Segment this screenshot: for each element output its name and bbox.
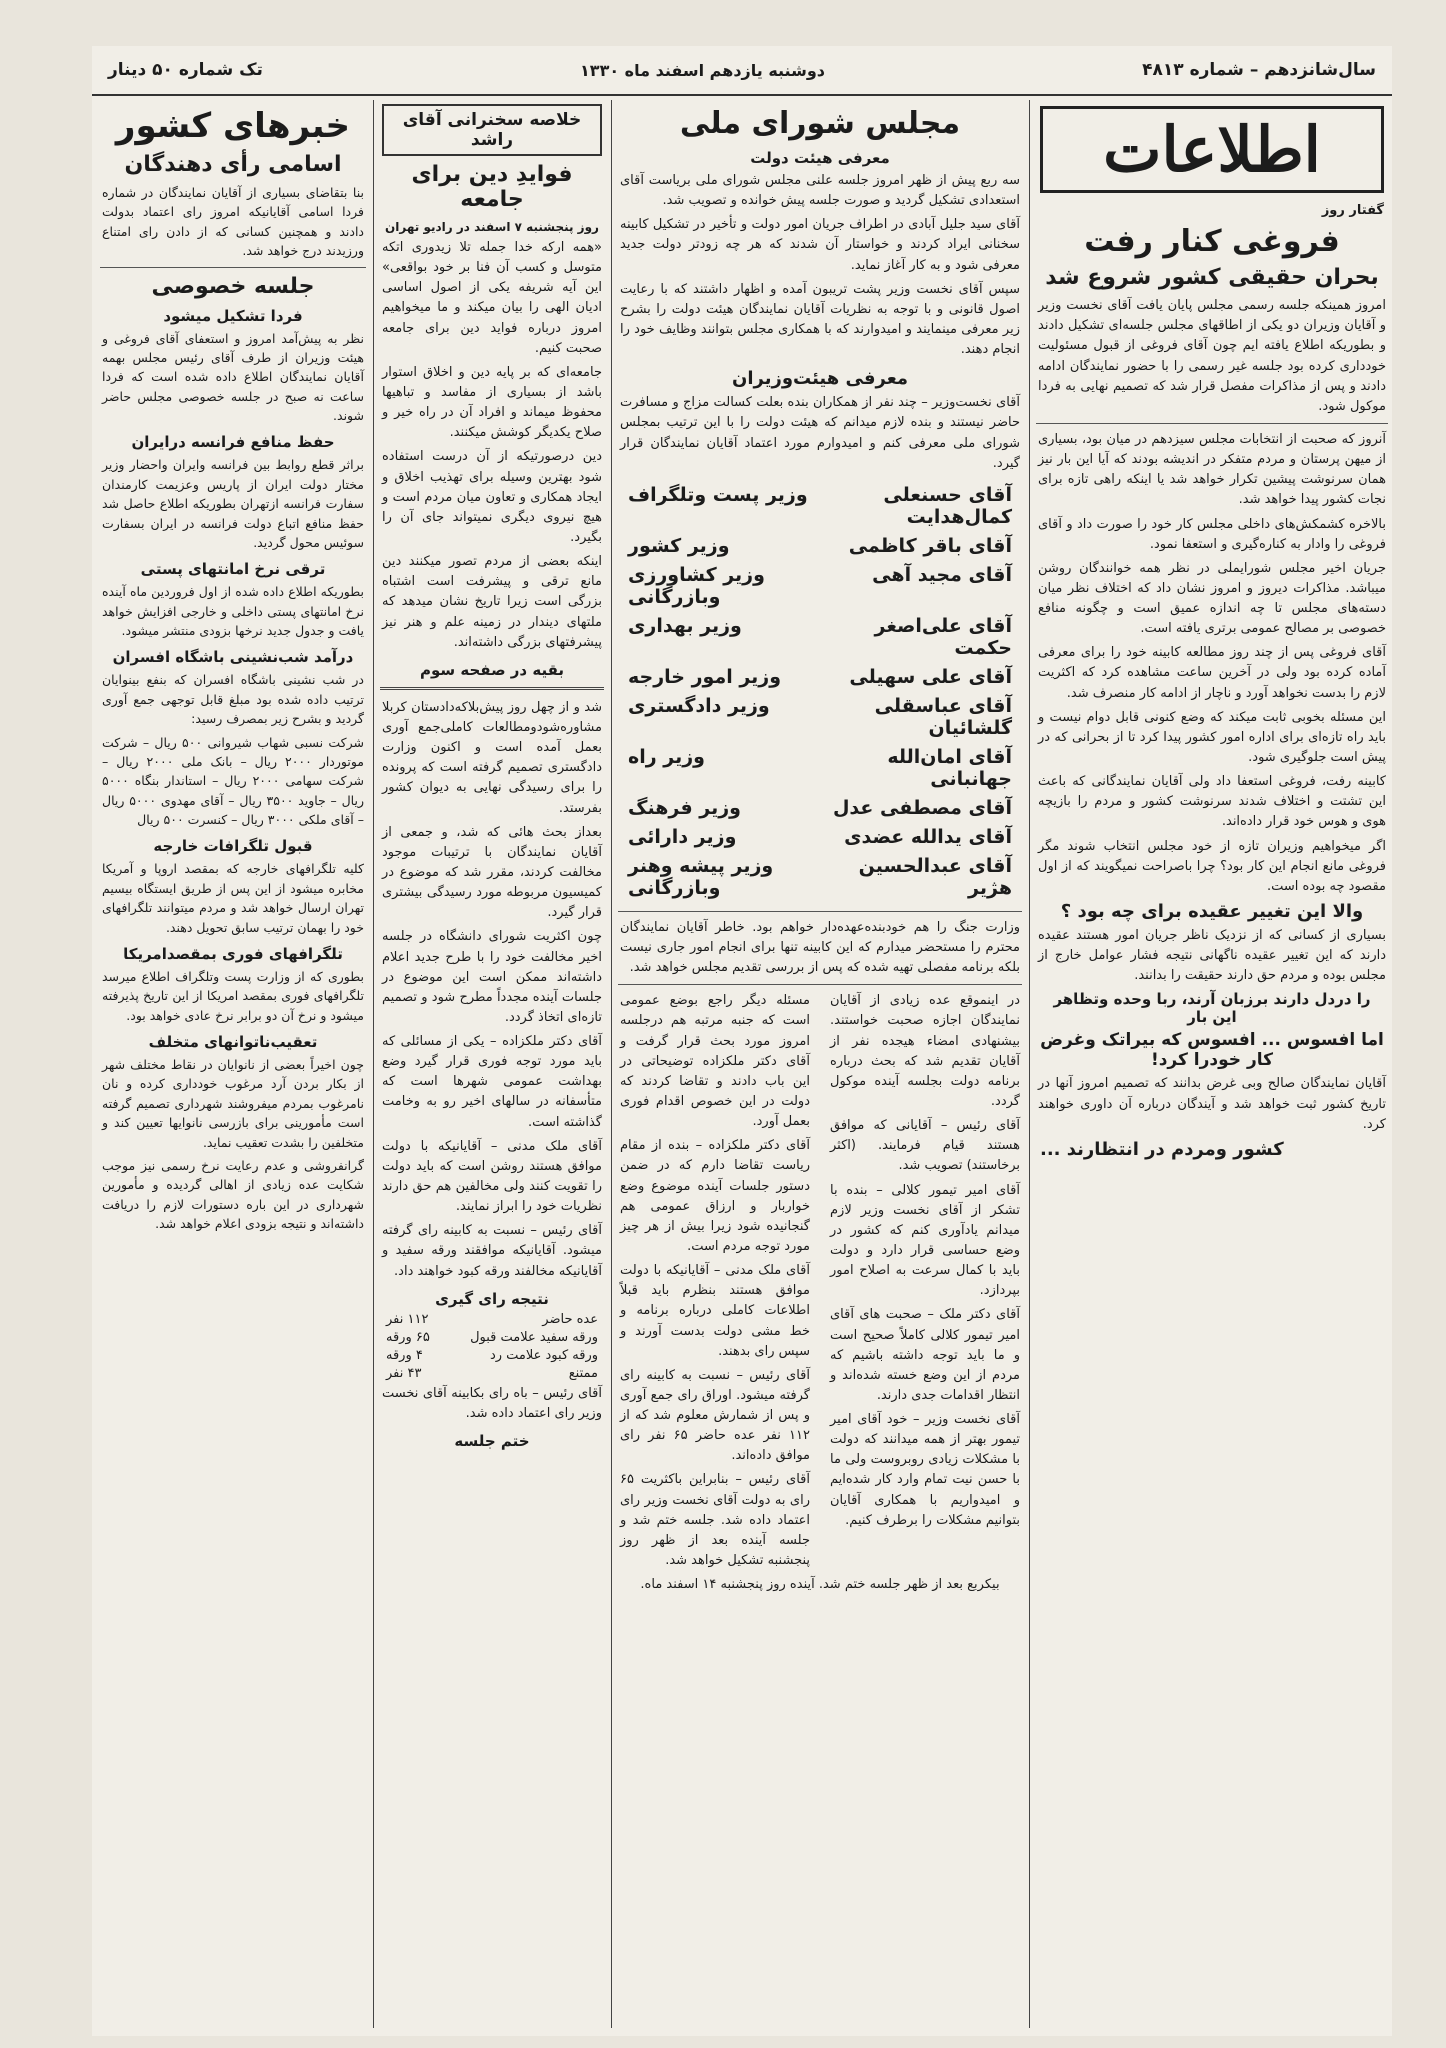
parliament-paragraph: آقای نخست‌وزیر – چند نفر از همکاران بنده بعلت کسالت مزاج و مسافرت حاضر نیستند و بنده لازم میدانم که هیئت دولت را با این ترتیب بمجلس شورای ملی معرفی کنم و امیدوارم مورد اعتماد آقایان نمایندگان قرار گیرد. — [620, 395, 1020, 471]
year-issue: سال‌شانزدهم – شماره ۴۸۱۳ — [1142, 60, 1376, 80]
cabinet-member-role: وزیر کشاورزی وبازرگانی — [628, 563, 765, 608]
parliament-subcolumn — [824, 991, 1026, 1575]
parliament-paragraph: آقای سید جلیل آبادی در اطراف جریان امور دولت و تأخیر در تشکیل کابینه سخنانی ایراد کردند و خواستار آن شدند که هر چه زودتر دولت جدید معرفی شود و به کار آغاز نماید. — [620, 217, 1020, 273]
editorial-paragraph: جریان اخیر مجلس شورایملی در نظر همه خوانندگان روشن میباشد. مذاکرات دیروز و امروز نشان داد که اختلاف نظر میان دسته‌های مجلس تا چه اندازه عمیق است و چگونه منافع خصوصی بر مصالح عمومی برتری یافته است. — [1038, 560, 1386, 637]
divider — [380, 687, 604, 690]
editorial-closing: کشور ومردم در انتظارند ... — [1040, 1138, 1284, 1160]
cabinet-member-name: آقای امان‌الله جهانبانی — [887, 745, 1012, 790]
parliament-paragraph: سه ربع پیش از ظهر امروز جلسه علنی مجلس شورای ملی بریاست آقای استعدادی تشکیل گردید و صورت جلسه پیش خوانده و تصویب شد. — [620, 173, 1020, 209]
speech-headline: خلاصه سخنرانی آقای راشد — [382, 104, 602, 156]
parliament-subcolumn — [614, 991, 816, 1575]
vote-label: ورقه کبود علامت رد — [489, 1347, 598, 1363]
column-rule — [611, 100, 612, 2028]
parliament-paragraph: آقای دکتر ملک – صحبت های آقای امیر تیمور کلالی کاملاً صحیح است و ما باید توجه داشته باشیم که مردم از این وضع خسته شده‌اند و انتظار اقدامات جدی دارند. — [830, 1307, 1020, 1403]
newspaper-logo: اطلاعات — [1040, 106, 1384, 193]
news-paragraph: نظر به پیش‌آمد امروز و استعفای آقای فروغی و هیئت وزیران از طرف آقای رئیس مجلس بهمه آقایان نمایندگان اطلاع داده شده است که فردا ساعت نه صبح در جلسه خصوصی مجلس حاضر شوند. — [102, 330, 364, 423]
vote-value: ۴۳ نفر — [386, 1365, 422, 1381]
parliament-paragraph: در اینموقع عده زیادی از آقایان نمایندگان اجازه صحبت خواستند. بیشنهادی امضاء هیجده نفر از آقایان تقدیم شد که بحث درباره برنامه دولت بجلسه آینده موکول گردد. — [830, 993, 1020, 1109]
divider — [618, 984, 1022, 985]
cabinet-member-name: آقای عباسقلی گلشائیان — [874, 694, 1012, 739]
parliament-subcolumns — [614, 991, 1026, 1575]
column-speech — [376, 100, 608, 2028]
cabinet-member-name: آقای حسنعلی کمال‌هدایت — [883, 483, 1012, 528]
editorial-question: والا این تغییر عقیده برای چه بود ؟ — [1060, 901, 1364, 923]
column-rule — [373, 100, 374, 2028]
speech-paragraph: اینکه بعضی از مردم تصور میکنند دین مانع ترقی و پیشرفت است اشتباه بزرگی است زیرا تاریخ نشان میدهد که ملتهای دیندار در زمینه علم و هنر نیز پیشرفتهای بزرگی داشته‌اند. — [382, 554, 602, 650]
parliament-footer: بیکربع بعد از ظهر جلسه ختم شد. آینده روز پنجشنبه ۱۴ اسفند ماه. — [640, 1577, 1000, 1593]
news-paragraph: در شب نشینی باشگاه افسران که بنفع بینوایان ترتیب داده شده بود مبلغ قابل توجهی جمع آوری گردید و بشرح زیر بمصرف رسید: — [102, 672, 364, 727]
issue-date: دوشنبه یازدهم اسفند ماه ۱۳۳۰ — [580, 60, 825, 80]
editorial-paragraph: آنروز که صحبت از انتخابات مجلس سیزدهم در میان بود، بسیاری از میهن پرستان و مردم متفکر در اندیشه بودند که آیا این بار نیز همان سرنوشت پیشین تکرار خواهد شد یا اینکه راهی تازه برای نجات کشور پیدا خواهد شد. — [1038, 431, 1386, 508]
news-subheading: تعقیب‌ناتوانهای متخلف — [148, 1033, 318, 1051]
editorial-subheadline: بحران حقیقی کشور شروع شد — [1045, 265, 1379, 291]
vote-value: ۴ ورقه — [386, 1347, 423, 1363]
editorial-paragraph: آقای فروغی پس از چند روز مطالعه کابینه خود را برای معرفی آماده کرده بود ولی در آخرین ساعت مشاهده کرد که اکثریت لازم را بدست نخواهد آورد و ناچار از ادامه کار منصرف شد. — [1038, 645, 1386, 701]
editorial-paragraph: امروز همینکه جلسه رسمی مجلس پایان یافت آقای نخست وزیر و آقایان وزیران دو یکی از اطاقهای مجلس جلسه‌ای تشکیل دادند و بطوریکه اطلاع یافته ایم چون آقای فروغی از قبول مسئولیت خودداری کرده بود جلسه غیر رسمی را با حضور نمایندگان ادامه دادند و پس از مذاکرات مفصل قرار شد که تصمیم نهایی به فردا موکول شود. — [1038, 298, 1386, 414]
news-subheading: ترقی نرخ امانتهای پستی — [140, 560, 326, 579]
cabinet-member-name: آقای یدالله عضدی — [844, 825, 1012, 848]
news-subheading: جلسه خصوصی — [151, 273, 315, 299]
vote-value: ۶۵ ورقه — [386, 1329, 430, 1345]
news-paragraph: شرکت نسبی شهاب شیروانی ۵۰۰ ریال – شرکت موتوردار ۲۰۰۰ ریال – بانک ملی ۲۰۰۰ ریال – شرکت سهامی ۲۰۰۰ ریال – استاندار بنگاه ۵۰۰۰ ریال – جاوید ۳۵۰۰ ریال – آقای مهدوی ۵۰۰۰ ریال – آقای ملکی ۳۰۰۰ ریال – کنسرت ۵۰۰ ریال — [102, 734, 365, 827]
vote-title: نتیجه رای گیری — [435, 1289, 549, 1308]
cabinet-list — [614, 478, 1026, 905]
news-subheading: حفظ منافع فرانسه درایران — [131, 433, 335, 452]
editorial-paragraph: آقایان نمایندگان صالح وبی غرض بدانند که تصمیم امروز آنها در تاریخ کشور ثبت خواهد شد و آیندگان درباره آن داوری خواهند کرد. — [1038, 1076, 1386, 1132]
speech-paragraph: چون اکثریت شورای دانشگاه در جلسه اخیر مخالفت خود را با طرح جدید اعلام داشته‌اند ممکن است این موضوع در جلسات آینده مجدداً مطرح شود و تصمیم تازه‌ای اتخاذ گردد. — [382, 929, 602, 1025]
news-subheading: درآمد شب‌نشینی باشگاه افسران — [112, 648, 354, 667]
cabinet-member-name: آقای علی‌اصغر حکمت — [874, 614, 1012, 659]
parliament-headline: مجلس شورای ملی — [679, 106, 961, 141]
divider — [618, 911, 1022, 912]
parliament-paragraph: وزارت جنگ را هم خودبنده‌عهده‌دار خواهم بود. خاطر آقایان نمایندگان محترم را مستحضر میدارم که این کابینه تنها برای انجام امور جاری نیست بلکه برنامه مفصلی تهیه شده که پس از بررسی تقدیم مجلس خواهد شد. — [620, 919, 1020, 976]
continued-note: بقیه در صفحه سوم — [420, 660, 564, 679]
news-paragraph: بطوری که از وزارت پست وتلگراف اطلاع میرسد تلگرافهای فوری بمقصد امریکا از این تاریخ پذیرفته میشود و نرخ آن دو برابر نرخ عادی خواهد بود. — [102, 968, 364, 1023]
parliament-paragraph: آقای رئیس – آقایانی که موافق هستند قیام فرمایند. (اکثر برخاستند) تصویب شد. — [830, 1118, 1020, 1174]
news-subheading: تلگرافهای فوری بمقصدامریکا — [123, 944, 343, 963]
vote-row — [386, 1366, 598, 1381]
news-paragraph: براثر قطع روابط بین فرانسه وایران واحضار وزیر مختار دولت ایران از پاریس وعزیمت کارمندان سفارت فرانسه ازتهران بطوریکه اطلاع حاصل شد حفظ منافع اتباع دولت فرانسه در ایران بسفارت سوئیس محول گردید. — [102, 457, 364, 550]
vote-label: ممتنع — [568, 1365, 598, 1381]
editorial-paragraph: بسیاری از کسانی که از نزدیک ناظر جریان امور هستند عقیده دارند که این تغییر عقیده ناگهانی نتیجه فشار عوامل خارج از مجلس بوده و مردم حق دارند حقیقت را بدانند. — [1038, 928, 1386, 984]
news-subheading: قبول تلگرافات خارجه — [153, 837, 313, 856]
parliament-paragraph: آقای رئیس – بنابراین باکثریت ۶۵ رای به دولت آقای نخست وزیر رای اعتماد داده شد. جلسه ختم شد و جلسه آینده بعد از ظهر روز پنجشنبه تشکیل خواهد شد. — [620, 1472, 810, 1569]
parliament-paragraph: آقای رئیس – نسبت به کابینه رای گرفته میشود. اوراق رای جمع آوری و پس از شمارش معلوم شد که از ۱۱۲ نفر عده حاضر ۶۵ نفر رای موافق داده‌اند. — [620, 1367, 810, 1464]
cabinet-member-name: آقای مصطفی عدل — [832, 796, 1012, 819]
editorial-bold-line: را دردل دارند برزبان آرند، ربا وحده وتظاهر این بار — [1053, 990, 1371, 1027]
cabinet-member-role: وزیر پست وتلگراف — [628, 483, 808, 506]
parliament-paragraph: آقای نخست وزیر – خود آقای امیر تیمور بهتر از همه میدانند که دولت با مشکلات زیادی روبروست ولی ما با حسن نیت تمام وارد کار شده‌ایم و امیدواریم با همکاری آقایان بتوانیم مشکلات را برطرف کنیم. — [830, 1412, 1020, 1528]
speech-paragraph: آقای رئیس – باه رای بکابینه آقای نخست وزیر رای اعتماد داده شد. — [382, 1385, 602, 1421]
editorial-paragraph: بالاخره کشمکش‌های داخلی مجلس کار خود را صورت داد و آقای فروغی را وادار به کناره‌گیری و استعفا نمود. — [1038, 516, 1386, 552]
column-rule — [1029, 100, 1030, 2028]
parliament-subheadline: معرفی هیئت دولت — [750, 149, 890, 167]
editorial-headline: فروغی کنار رفت — [1084, 224, 1340, 260]
vote-label: ورقه سفید علامت قبول — [470, 1329, 598, 1345]
issue-price: تک شماره ۵۰ دینار — [108, 60, 263, 80]
news-headline: خبرهای کشور — [115, 106, 351, 146]
speech-subheadline: فوایدِ دین برای جامعه — [411, 162, 573, 212]
masthead-strip — [92, 46, 1392, 96]
cabinet-member-name: آقای علی سهیلی — [849, 665, 1012, 688]
speech-paragraph: آقای دکتر ملکزاده – یکی از مسائلی که باید مورد توجه فوری قرار گیرد وضع بهداشت عمومی شهرها است که متأسفانه در سالهای اخیر رو به وخامت گذاشته است. — [382, 1034, 602, 1130]
cabinet-subheading: معرفی هیئت‌وزیران — [731, 368, 909, 390]
section-kicker: گفتار روز — [1321, 203, 1384, 219]
cabinet-member-role: وزیر فرهنگ — [628, 796, 741, 819]
news-subheading: فردا تشکیل میشود — [163, 306, 303, 325]
cabinet-member-name: آقای باقر کاظمی — [848, 534, 1012, 557]
column-editorial — [1032, 100, 1392, 2028]
cabinet-member-role: وزیر کشور — [628, 534, 730, 557]
column-parliament — [614, 100, 1026, 2028]
parliament-paragraph: آقای امیر تیمور کلالی – بنده با تشکر از آقای نخست وزیر لازم میدانم یادآوری کنم که کشور در وضع حساسی قرار دارد و دولت باید با کمال سرعت به اصلاح امور بپردازد. — [830, 1182, 1020, 1299]
speech-paragraph: شد و از چهل روز پیش‌بلاکه‌دادستان کربلا مشاوره‌شودو‌مطالعات کاملی‌جمع آوری بعمل آمده است و اکنون وزارت دادگستری تصمیم گرفته است که پرونده را برای رسیدگی نهایی به دیوان کشور بفرستد. — [382, 699, 602, 816]
editorial-paragraph: این مسئله بخوبی ثابت میکند که وضع کنونی قابل دوام نیست و باید راه تازه‌ای برای اداره امور کشور پیدا کرد تا از بحرانی که در پیش است جلوگیری شود. — [1038, 709, 1386, 766]
parliament-paragraph: سپس آقای نخست وزیر پشت تریبون آمده و اظهار داشتند که با رعایت اصول قانونی و با توجه به نظریات آقایان نمایندگان هیئت دولت را بشرح زیر معرفی مینمایند و امیدوارند که با همکاری مجلس بتوانند وظایف خود را انجام دهند. — [620, 281, 1020, 358]
news-paragraph: بنا بتقاضای بسیاری از آقایان نمایندگان در شماره فردا اسامی آقایانیکه امروز رای اعتماد بدولت دادند و همچنین کسانی که از دادن رای امتناع ورزیدند درج خواهد شد. — [102, 185, 364, 259]
editorial-paragraph: کابینه رفت، فروغی استعفا داد ولی آقایان نمایندگانی که باعث این تشتت و اختلاف شدند سرنوشت کشور و مردم را بازیچه هوی و هوس خود قرار داده‌اند. — [1038, 774, 1386, 830]
cabinet-member-role: وزیر بهداری — [628, 614, 742, 637]
vote-list — [376, 1312, 608, 1381]
editorial-regret: اما افسوس ... افسوس که بیراتک وغرض کار خودرا کرد! — [1040, 1030, 1384, 1071]
vote-row — [386, 1348, 598, 1363]
speech-paragraph: بعداز بحث هائی که شد، و جمعی از آقایان نمایندگان با ترتیبات موجود مخالفت کردند، مقرر شد که موضوع در کمیسیون مربوطه مورد رسیدگی بیشتری قرار گیرد. — [382, 824, 602, 921]
divider — [100, 267, 366, 268]
news-paragraph: بطوریکه اطلاع داده شده از اول فروردین ماه آینده نرخ امانتهای پستی داخلی و خارجی افزایش خواهد یافت و جدول جدید نرخها بزودی منتشر میشود. — [102, 584, 364, 638]
cabinet-member-role: وزیر پیشه وهنر وبازرگانی — [628, 854, 774, 899]
cabinet-member-role: وزیر دادگستری — [628, 694, 770, 717]
divider — [1036, 423, 1388, 424]
parliament-paragraph: آقای دکتر ملکزاده – بنده از مقام ریاست تقاضا دارم که در ضمن دستور جلسات آینده موضوع وضع خواربار و ارزاق عمومی هم گنجانیده شود زیرا بیش از هر چیز مورد توجه مردم است. — [620, 1138, 810, 1254]
newspaper-page — [92, 46, 1392, 2036]
news-paragraph: کلیه تلگرافهای خارجه که بمقصد اروپا و آمریکا مخابره میشود از این پس از طریق ایستگاه بیسیم تهران ارسال خواهد شد و مردم میتوانند تلگرافهای خود را بهمان ترتیب سابق تحویل دهند. — [102, 861, 364, 935]
cabinet-member-name: آقای عبدالحسین هژیر — [858, 854, 1012, 899]
news-subheading: اسامی رأی دهندگان — [124, 152, 342, 177]
cabinet-member-role: وزیر دارائی — [628, 825, 737, 848]
session-end: ختم جلسه — [454, 1432, 530, 1451]
cabinet-member-role: وزیر امور خارجه — [628, 665, 782, 688]
speech-meta: روز پنجشنبه ۷ اسفند در رادیو تهران — [385, 220, 599, 234]
parliament-paragraph: مسئله دیگر راجع بوضع عمومی است که جنبه مرتبه هم درجلسه امروز مورد بحث قرار گرفت و آقای دکتر ملکزاده توضیحاتی در این باب دادند و تقاضا کردند که دولت در این خصوص اقدام فوری بعمل آورد. — [620, 993, 810, 1130]
vote-row — [386, 1312, 598, 1327]
speech-paragraph: «همه ارکه خدا جمله تلا زیدوری اتکه متوسل و کسب آن فنا بر خود بواقعی» این آیه شریفه یکی از اصول اساسی ادیان الهی را بیان میکند و ما میخواهیم امروز درباره فواید دین برای جامعه صحبت کنیم. — [382, 240, 602, 356]
speech-paragraph: جامعه‌ای که بر پایه دین و اخلاق استوار باشد از بسیاری از مفاسد و تباهیها محفوظ میماند و افراد آن در راه خیر و صلاح یکدیگر کوشش میکنند. — [382, 364, 602, 441]
cabinet-member-role: وزیر راه — [628, 745, 705, 768]
parliament-paragraph: آقای ملک مدنی – آقایانیکه با دولت موافق هستند بنظرم باید قبلاً اطلاعات کاملی درباره برنامه و خط مشی دولت بدست آورند و سپس رای بدهند. — [620, 1263, 810, 1359]
speech-paragraph: آقای ملک مدنی – آقایانیکه با دولت موافق هستند روشن است که باید دولت را تقویت کنند ولی مخالفین هم حق دارند نظریات خود را ابراز نمایند. — [382, 1138, 602, 1215]
cabinet-member-name: آقای مجید آهی — [872, 563, 1012, 586]
news-paragraph: گرانفروشی و عدم رعایت نرخ رسمی نیز موجب شکایت عده زیادی از اهالی گردیده و مأمورین شهرداری در این باره دستورات لازم را دریافت داشته‌اند و نتیجه بزودی اعلام خواهد شد. — [102, 1157, 364, 1231]
speech-paragraph: آقای رئیس – نسبت به کابینه رای گرفته میشود. آقایانیکه موافقند ورقه سفید و آقایانیکه مخالفند ورقه کبود خواهند داد. — [382, 1223, 602, 1279]
vote-value: ۱۱۲ نفر — [386, 1311, 429, 1327]
column-national-news — [96, 100, 370, 2028]
vote-row — [386, 1330, 598, 1345]
editorial-paragraph: اگر میخواهیم وزیران تازه از خود مجلس انتخاب شوند مگر فروغی مانع انجام این کار بود؟ چرا باصراحت نمیگویند که از اول مقصود چه بوده است. — [1038, 838, 1386, 894]
vote-label: عده حاضر — [542, 1311, 598, 1327]
news-paragraph: چون اخیراً بعضی از نانوایان در نقاط مختلف شهر از بکار بردن آرد مرغوب خودداری کرده و نان نامرغوب بمردم میفروشند شهرداری تصمیم گرفته است مأمورینی برای بازرسی نانوایها تعیین کند و متخلفین را بشدت تعقیب نماید. — [102, 1057, 364, 1150]
speech-paragraph: دین درصورتیکه از آن درست استفاده شود بهترین وسیله برای تهذیب اخلاق و ایجاد همکاری و تعاون میان مردم است و هیچ نیروی دیگری نمیتواند جای آن را بگیرد. — [382, 449, 602, 545]
